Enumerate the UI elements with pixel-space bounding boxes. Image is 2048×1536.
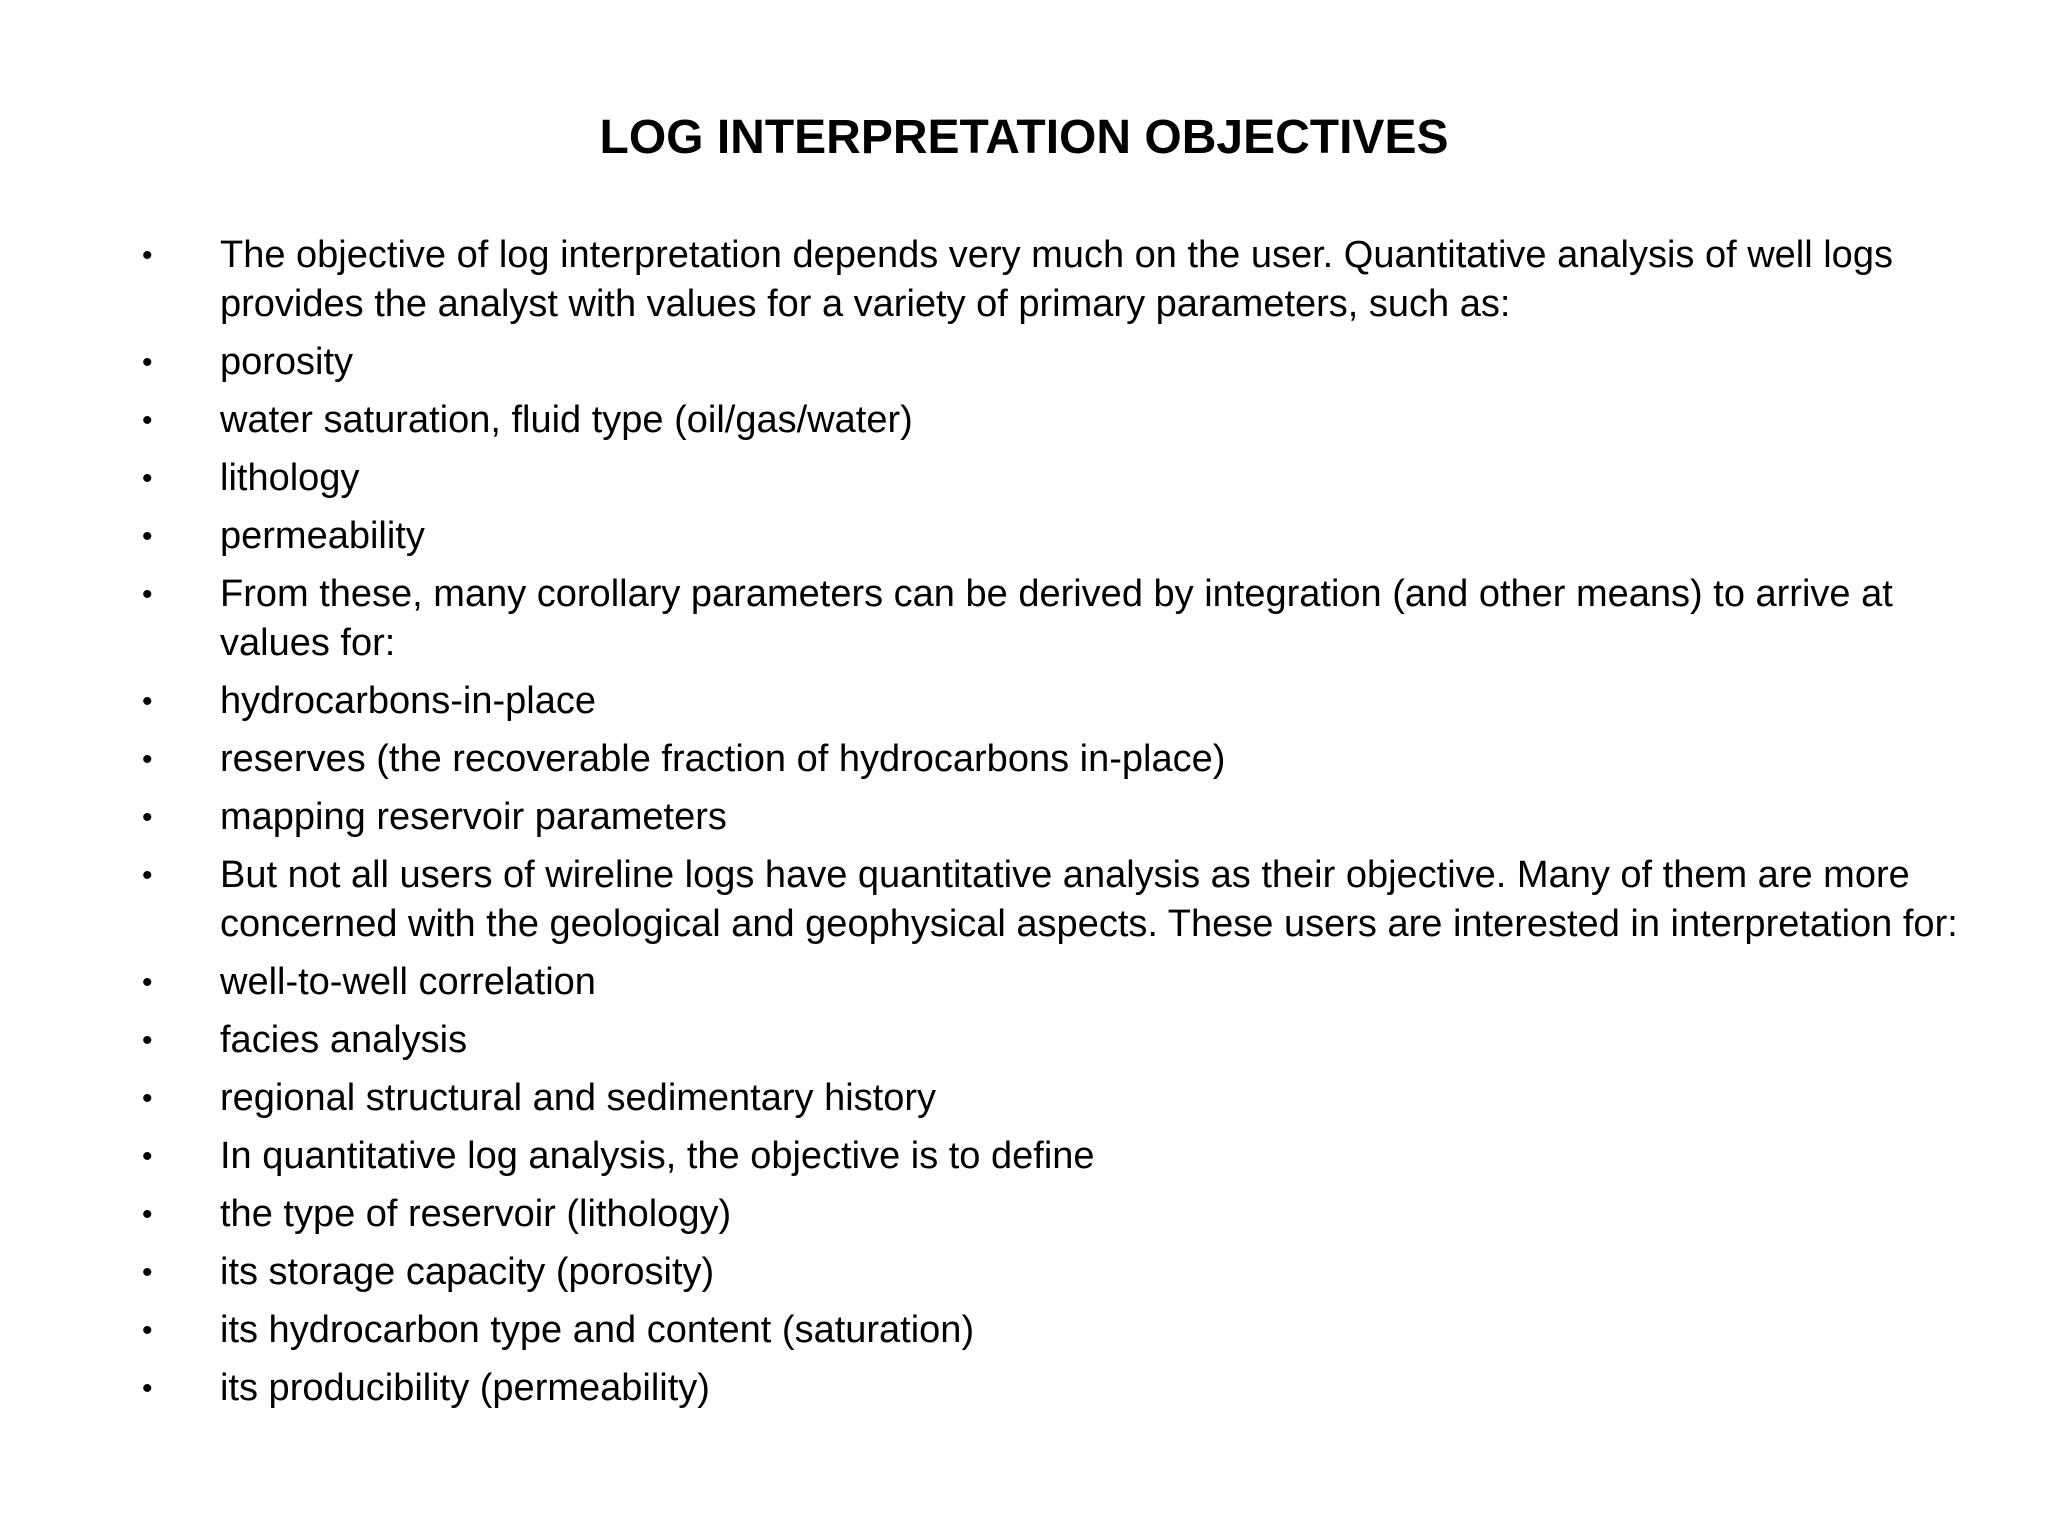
bullet-icon: • — [142, 801, 153, 834]
bullet-icon: • — [142, 1372, 153, 1405]
bullet-item — [0, 735, 2048, 784]
bullet-icon: • — [142, 966, 153, 999]
bullet-item — [0, 958, 2048, 1007]
bullet-item — [0, 851, 2048, 949]
bullet-item — [0, 677, 2048, 726]
bullet-text: regional structural and sedimentary history — [220, 1077, 937, 1119]
bullet-text: permeability — [220, 515, 425, 557]
bullet-icon: • — [142, 578, 153, 611]
bullet-item — [0, 454, 2048, 503]
bullet-text: mapping reservoir parameters — [220, 796, 727, 838]
bullet-text: But not all users of wireline logs have quantitative analysis as their objective. Many of them are more concerned with the geological and geophysical aspects. These users are interested in interpretation for: — [220, 854, 1958, 945]
bullet-text: its storage capacity (porosity) — [220, 1251, 715, 1293]
bullet-text: hydrocarbons-in-place — [220, 680, 596, 722]
bullet-text: well-to-well correlation — [220, 961, 596, 1003]
bullet-text: its hydrocarbon type and content (saturation) — [220, 1309, 975, 1351]
bullet-icon: • — [142, 685, 153, 718]
bullet-text: facies analysis — [220, 1019, 468, 1061]
bullet-text: reserves (the recoverable fraction of hydrocarbons in-place) — [220, 738, 1226, 780]
bullet-item — [0, 1306, 2048, 1355]
bullet-icon: • — [142, 404, 153, 437]
bullet-icon: • — [142, 859, 153, 892]
bullet-icon: • — [142, 346, 153, 379]
bullet-icon: • — [142, 520, 153, 553]
bullet-item — [0, 1364, 2048, 1413]
bullet-text: porosity — [220, 341, 354, 383]
bullet-text: In quantitative log analysis, the objective is to define — [220, 1135, 1095, 1177]
bullet-item — [0, 793, 2048, 842]
bullet-text: lithology — [220, 457, 360, 499]
bullet-text: the type of reservoir (lithology) — [220, 1193, 732, 1235]
bullet-icon: • — [142, 1314, 153, 1347]
bullet-item — [0, 570, 2048, 668]
bullet-item — [0, 512, 2048, 561]
bullet-text: its producibility (permeability) — [220, 1367, 710, 1409]
bullet-item — [0, 1190, 2048, 1239]
bullet-item — [0, 1132, 2048, 1181]
bullet-item — [0, 396, 2048, 445]
bullet-text: The objective of log interpretation depends very much on the user. Quantitative analysis of well logs provides the analyst with values for a variety of primary parameters, such as: — [220, 234, 1893, 325]
bullet-item — [0, 231, 2048, 329]
bullet-icon: • — [142, 1140, 153, 1173]
bullet-list — [0, 231, 2048, 1422]
bullet-icon: • — [142, 1024, 153, 1057]
bullet-icon: • — [142, 743, 153, 776]
bullet-item — [0, 1074, 2048, 1123]
bullet-item — [0, 1016, 2048, 1065]
bullet-text: From these, many corollary parameters can be derived by integration (and other means) to arrive at values for: — [220, 573, 1893, 664]
bullet-item — [0, 338, 2048, 387]
bullet-icon: • — [142, 239, 153, 272]
bullet-icon: • — [142, 462, 153, 495]
bullet-icon: • — [142, 1256, 153, 1289]
slide-title: LOG INTERPRETATION OBJECTIVES — [599, 111, 1449, 164]
bullet-icon: • — [142, 1198, 153, 1231]
bullet-item — [0, 1248, 2048, 1297]
bullet-icon: • — [142, 1082, 153, 1115]
bullet-text: water saturation, fluid type (oil/gas/water) — [220, 399, 913, 441]
